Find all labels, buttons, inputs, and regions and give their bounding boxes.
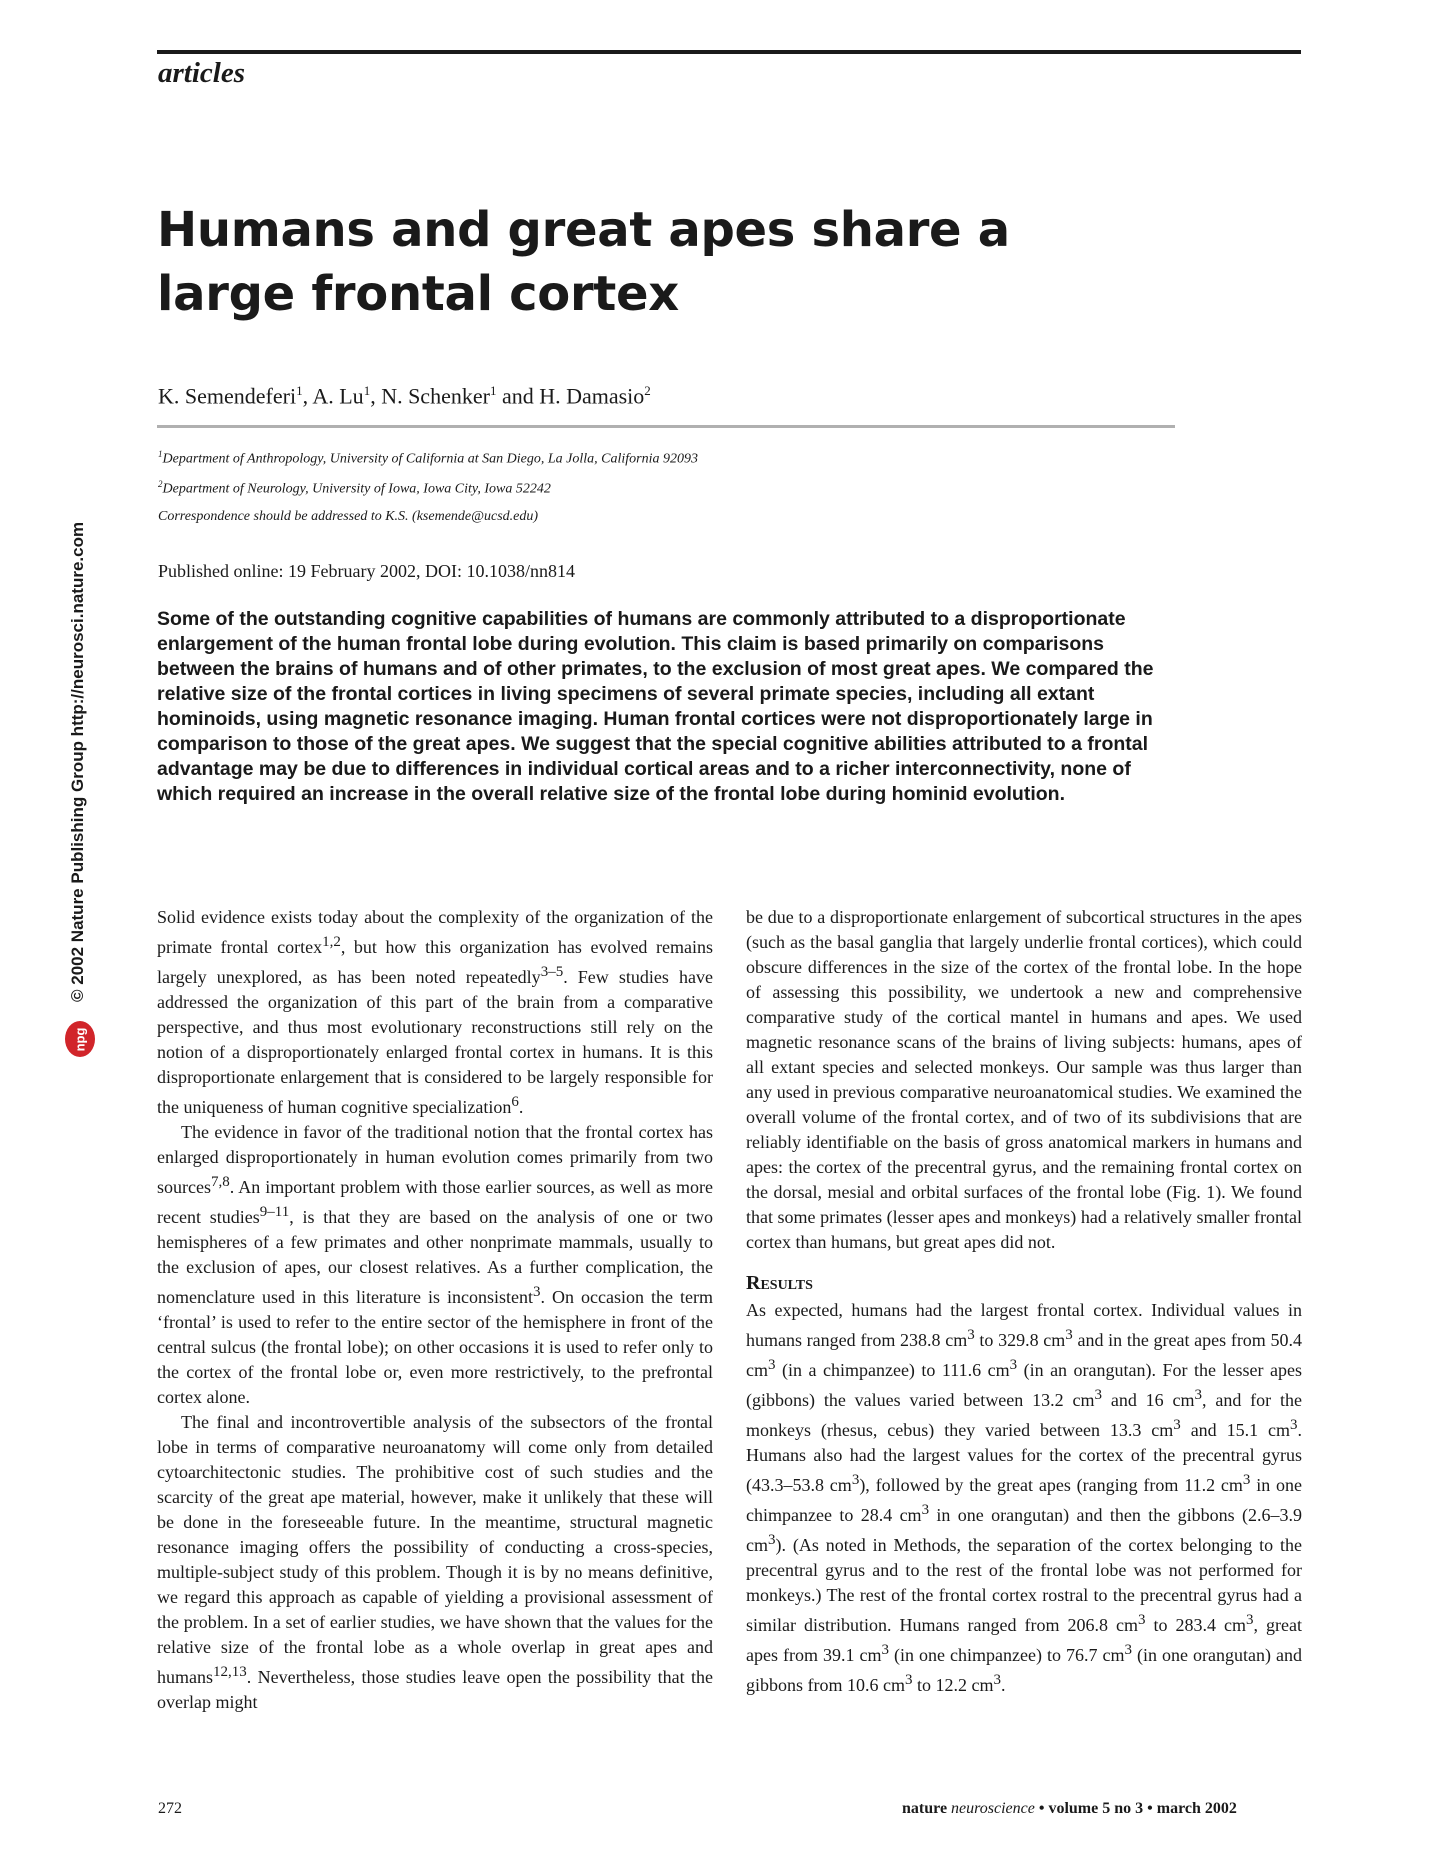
results-heading: Results [746,1272,813,1294]
body-paragraph: The evidence in favor of the traditional notion that the frontal cortex has enlarged disproportionately in human evolution comes primarily from two sources$^{7,8}$. An important problem with those earlier sources, as well as more recent studies$^{9-11}$, is that they are based on the analysis of one or two hemispheres of a few primates and other nonprimate mammals, usually to the exclusion of apes, our closest relatives. As a further complication, the nomenclature used in this literature is inconsistent$^3$. On occasion the term ‘frontal’ is used to refer to the entire sector of the hemisphere in front of the central sulcus (the frontal lobe); on other occasions it is used to refer only to the cortex of the frontal lobe or, even more restrictively, to the prefrontal cortex alone. [157,1122,713,1407]
body-paragraph: Solid evidence exists today about the complexity of the organization of the primate frontal cortex$^{1,2}$, but how this organization has evolved remains largely unexplored, as has been noted repeatedly$^{3-5}$. Few studies have addressed the organization of this part of the brain from a comparative perspective, and thus most evolutionary reconstructions still rely on the notion of a disproportionately enlarged frontal cortex in humans. It is this disproportionate enlargement that is considered to be largely responsible for the uniqueness of human cognitive specialization$^6$. [157,907,713,1117]
copyright-sidebar: © 2002 Nature Publishing Group http://neurosci.nature.com [68,521,87,1002]
author-name: N. Schenker [381,383,490,409]
publication-info: Published online: 19 February 2002, DOI: 10.1038/nn814 [158,561,575,581]
correspondence: Correspondence should be addressed to K.S. (ksemende@ucsd.edu) [158,509,539,524]
author-list: K. Semendeferi$^1$, A. Lu$^1$, N. Schenker$^1$ and H. Damasio$^2$ [158,383,651,409]
page-number: 272 [158,1800,182,1817]
body-column-right [746,905,1302,1698]
results-paragraph: As expected, humans had the largest frontal cortex. Individual values in humans ranged from 238.8 $cm^3$ to 329.8 $cm^3$ and in the great apes from 50.4 $cm^3$ (in a chimpanzee) to 111.6 $cm^3$ (in an orangutan). For the lesser apes (gibbons) the values varied between 13.2 $cm^3$ and 16 $cm^3$, and for the monkeys (rhesus, cebus) they varied between 13.3 $cm^3$ and 15.1 $cm^3$. Humans also had the largest values for the cortex of the precentral gyrus (43.3–53.8 $cm^3$), followed by the great apes (ranging from 11.2 $cm^3$ in one chimpanzee to 28.4 $cm^3$ in one orangutan) and then the gibbons (2.6–3.9 $cm^3$). (As noted in Methods, the separation of the cortex belonging to the precentral gyrus and to the rest of the frontal lobe was not performed for monkeys.) The rest of the frontal cortex rostral to the precentral gyrus had a similar distribution. Humans ranged from 206.8 $cm^3$ to 283.4 $cm^3$, great apes from 39.1 $cm^3$ (in one chimpanzee) to 76.7 $cm^3$ (in one orangutan) and gibbons from 10.6 $cm^3$ to 12.2 $cm^3$. [746,1300,1303,1695]
author-name: A. Lu [312,383,364,409]
author-name: H. Damasio [539,383,645,409]
npg-logo: npg [65,1021,95,1057]
affiliation-2: $^2$Department of Neurology, University of Iowa, Iowa City, Iowa 52242 [158,479,551,497]
affiliation-1: $^1$Department of Anthropology, University of California at San Diego, La Jolla, California 92093 [158,449,698,467]
body-column-left [157,905,713,1715]
journal-footer: nature neuroscience • volume 5 no 3 • march 2002 [902,1800,1237,1817]
citation: 3–5 [540,964,564,980]
author-rule [157,425,1175,428]
body-paragraph: The final and incontrovertible analysis of the subsectors of the frontal lobe in terms of comparative neuroanatomy will come only from detailed cytoarchitectonic studies. The prohibitive cost of such studies and the scarcity of the great ape material, however, make it unlikely that these will be done in the foreseeable future. In the meantime, structural magnetic resonance imaging offers the possibility of conducting a cross-species, multiple-subject study of this problem. Though it is by no means definitive, we regard this approach as capable of yielding a provisional assessment of the problem. In a set of earlier studies, we have shown that the values for the relative size of the frontal lobe as a whole overlap in great apes and humans$^{12,13}$. Nevertheless, those studies leave open the possibility that the overlap might [157,1412,713,1712]
citation: 3 [533,1284,541,1300]
author-name: K. Semendeferi [158,383,297,409]
section-label: articles [158,57,245,89]
citation: 9–11 [259,1204,290,1220]
citation: 12,13 [213,1664,247,1680]
body-paragraph: be due to a disproportionate enlargement of subcortical structures in the apes (such as the basal ganglia that largely underlie frontal cortices), which could obscure differences in the size of the cortex of the frontal lobe. In the hope of assessing this possibility, we undertook a new and comprehensive comparative study of the cortical mantel in humans and apes. We used magnetic resonance scans of the brains of living subjects: humans, apes of all extant species and selected monkeys. Our sample was thus larger than any used in previous comparative neuroanatomical studies. We examined the overall volume of the frontal cortex, and of two of its subdivisions that are reliably identifiable on the basis of gross anatomical markers in humans and apes: the cortex of the precentral gyrus, and the remaining frontal cortex on the dorsal, mesial and orbital surfaces of the frontal lobe (Fig. 1). We found that some primates (lesser apes and monkeys) had a relatively smaller frontal cortex than humans, but great apes did not. [746,907,1302,1252]
header-rule [157,50,1301,54]
article-title: Humans and great apes share a large frontal cortex [157,202,1010,322]
citation: 1,2 [322,934,341,950]
citation: 6 [511,1094,519,1110]
citation: 7,8 [210,1174,230,1190]
abstract: Some of the outstanding cognitive capabilities of humans are commonly attributed to a disproportionate enlargement of the human frontal lobe during evolution. This claim is based primarily on comparisons between the brains of humans and of other primates, to the exclusion of most great apes. We compared the relative size of the frontal cortices in living specimens of several primate species, including all extant hominoids, using magnetic resonance imaging. Human frontal cortices were not disproportionately large in comparison to those of the great apes. We suggest that the special cognitive abilities attributed to a frontal advantage may be due to differences in individual cortical areas and to a richer interconnectivity, none of which required an increase in the overall relative size of the frontal lobe during hominid evolution. [157,608,1154,805]
